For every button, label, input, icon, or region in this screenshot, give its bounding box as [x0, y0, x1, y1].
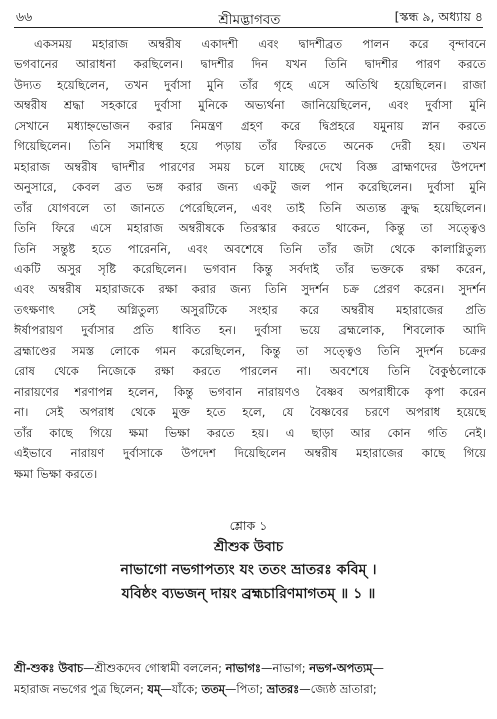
- verse-label: শ্লোক ১: [229, 518, 268, 533]
- text-line: এইভাবে নারায়ণ দুর্বাসাকে উপদেশ দিয়েছিলেন অম্বরীষ মহারাজের কাছে গিয়ে: [14, 446, 486, 461]
- gloss-term: নাভাগঃ: [225, 661, 262, 675]
- gloss-term: ভ্রাতরঃ: [266, 682, 300, 696]
- section-reference: [স্কন্ধ ৯, অধ্যায় ৪: [394, 9, 483, 24]
- gloss-meaning: —জ্যেষ্ঠ ভ্রাতারা;: [299, 682, 377, 696]
- text-line: তাঁর কাছে গিয়ে ক্ষমা ভিক্ষা করতে হয়। এ ছাড়া আর কোন গতি নেই।: [14, 425, 486, 440]
- text-line: ক্ষমা ভিক্ষা করতে।: [14, 466, 98, 481]
- text-line: অম্বরীষ শ্রদ্ধা সহকারে দুর্বাসা মুনিকে অভ্যর্থনা জানিয়েছিলেন, এবং দুর্বাসা মুনি: [14, 98, 486, 113]
- gloss-meaning: —শ্রীশুকদেব গোস্বামী বললেন;: [83, 661, 226, 675]
- gloss-meaning: —: [372, 661, 384, 675]
- text-line: গিয়েছিলেন। তিনি সমাধিস্থ হয়ে পড়ায় তাঁর ফিরতে অনেক দেরী হয়। তখন: [14, 139, 486, 154]
- verse-speaker: শ্রীশুক উবাচ: [213, 539, 284, 555]
- text-line: তাঁর যোগবলে তা জানতে পেরেছিলেন, এবং তাই তিনি অত্যন্ত ক্রুদ্ধ হয়েছিলেন।: [14, 200, 486, 215]
- gloss-meaning: —নাভাগ;: [261, 661, 310, 675]
- text-line: অনুসারে, কেবল ব্রত ভঙ্গ করার জন্য একটু জল পান করেছিলেন। দুর্বাসা মুনি: [14, 180, 486, 195]
- text-line: উদ্যত হয়েছিলেন, তখন দুর্বাসা মুনি তাঁর গৃহে এসে অতিথি হয়েছিলেন। রাজা: [14, 77, 486, 92]
- gloss-meaning: —পিতা;: [225, 682, 267, 696]
- text-line: একসময় মহারাজ অম্বরীষ একাদশী এবং দ্বাদশীব্রত পালন করে বৃন্দাবনে: [34, 37, 486, 51]
- text-line: তৎক্ষণাৎ সেই অগ্নিতুল্য অসুরটিকে সংহার করে অম্বরীষ মহারাজের প্রতি: [14, 302, 486, 317]
- text-line: ঈর্ষাপরায়ণ দুর্বাসার প্রতি ধাবিত হন। দুর্বাসা ভয়ে ব্রহ্মলোক, শিবলোক আদি: [14, 323, 486, 338]
- gloss-term: শ্রী-শুকঃ উবাচ: [14, 661, 84, 675]
- gloss-term: যম্: [147, 682, 161, 696]
- text-line: তিনি সন্তুষ্ট হতে পারেননি, এবং অবশেষে তিনি তাঁর জটা থেকে কালাগ্নিতুল্য: [14, 241, 486, 256]
- gloss-meaning: —যাঁকে;: [160, 682, 202, 696]
- text-line: ভগবানের আরাধনা করছিলেন। দ্বাদশীর দিন যখন তিনি দ্বাদশীর পারণ করতে: [14, 57, 486, 72]
- text-line: তিনি ফিরে এসে মহারাজ অম্বরীষকে তিরস্কার করতে থাকেন, কিন্তু তা সত্ত্বেও: [14, 221, 486, 236]
- text-line: এবং অম্বরীষ মহারাজকে রক্ষা করার জন্য তিনি সুদর্শন চক্র প্রেরণ করেন। সুদর্শন: [14, 282, 486, 297]
- gloss-term: নভগ-অপত্যম্: [309, 661, 373, 675]
- text-line: ব্রহ্মাণ্ডের সমস্ত লোকে গমন করেছিলেন, কিন্তু তা সত্ত্বেও তিনি সুদর্শন চক্রের: [14, 343, 486, 358]
- verse-line-2: যবিষ্ঠং ব্যভজন্ দায়ং ব্রহ্মচারিণমাগতম্ ॥ ১ ॥: [121, 586, 376, 602]
- gloss-term: ততম্: [201, 682, 225, 696]
- page-number: ৬৬: [16, 9, 33, 24]
- verse-block: [14, 516, 483, 606]
- verse-line-1: নাভাগো নভগাপত্যং যং ততং ভ্রাতরঃ কবিম্ ।: [120, 562, 377, 578]
- book-title: শ্রীমদ্ভাগবত: [218, 12, 281, 28]
- text-line: একটি অসুর সৃষ্টি করেছিলেন। ভগবান কিন্তু সর্বদাই তাঁর ভক্তকে রক্ষা করেন,: [14, 261, 486, 276]
- word-for-word-gloss: [14, 658, 484, 700]
- header-divider: [14, 27, 483, 28]
- text-line: সেখানে মধ্যাহ্নভোজন করার নিমন্ত্রণ গ্রহণ করে দ্বিপ্রহরে যমুনায় স্নান করতে: [14, 118, 486, 133]
- page-header: [16, 6, 483, 28]
- text-line: রোষ থেকে নিজেকে রক্ষা করতে পারলেন না। অবশেষে তিনি বৈকুণ্ঠলোকে: [14, 364, 486, 379]
- gloss-meaning: মহারাজ নভগের পুত্র ছিলেন;: [14, 682, 148, 696]
- prose-paragraph: [14, 34, 486, 484]
- gloss-line: [14, 679, 484, 700]
- gloss-line: [14, 658, 484, 679]
- text-line: মহারাজ অম্বরীষ দ্বাদশীর পারণের সময় চলে যাচ্ছে দেখে বিজ্ঞ ব্রাহ্মণদের উপদেশ: [14, 159, 486, 174]
- text-line: নারায়ণের শরণাপন্ন হলেন, কিন্তু ভগবান নারায়ণও বৈষ্ণব অপরাধীকে কৃপা করেন: [14, 384, 486, 399]
- text-line: না। সেই অপরাধ থেকে মুক্ত হতে হলে, যে বৈষ্ণবের চরণে অপরাধ হয়েছে: [14, 405, 486, 420]
